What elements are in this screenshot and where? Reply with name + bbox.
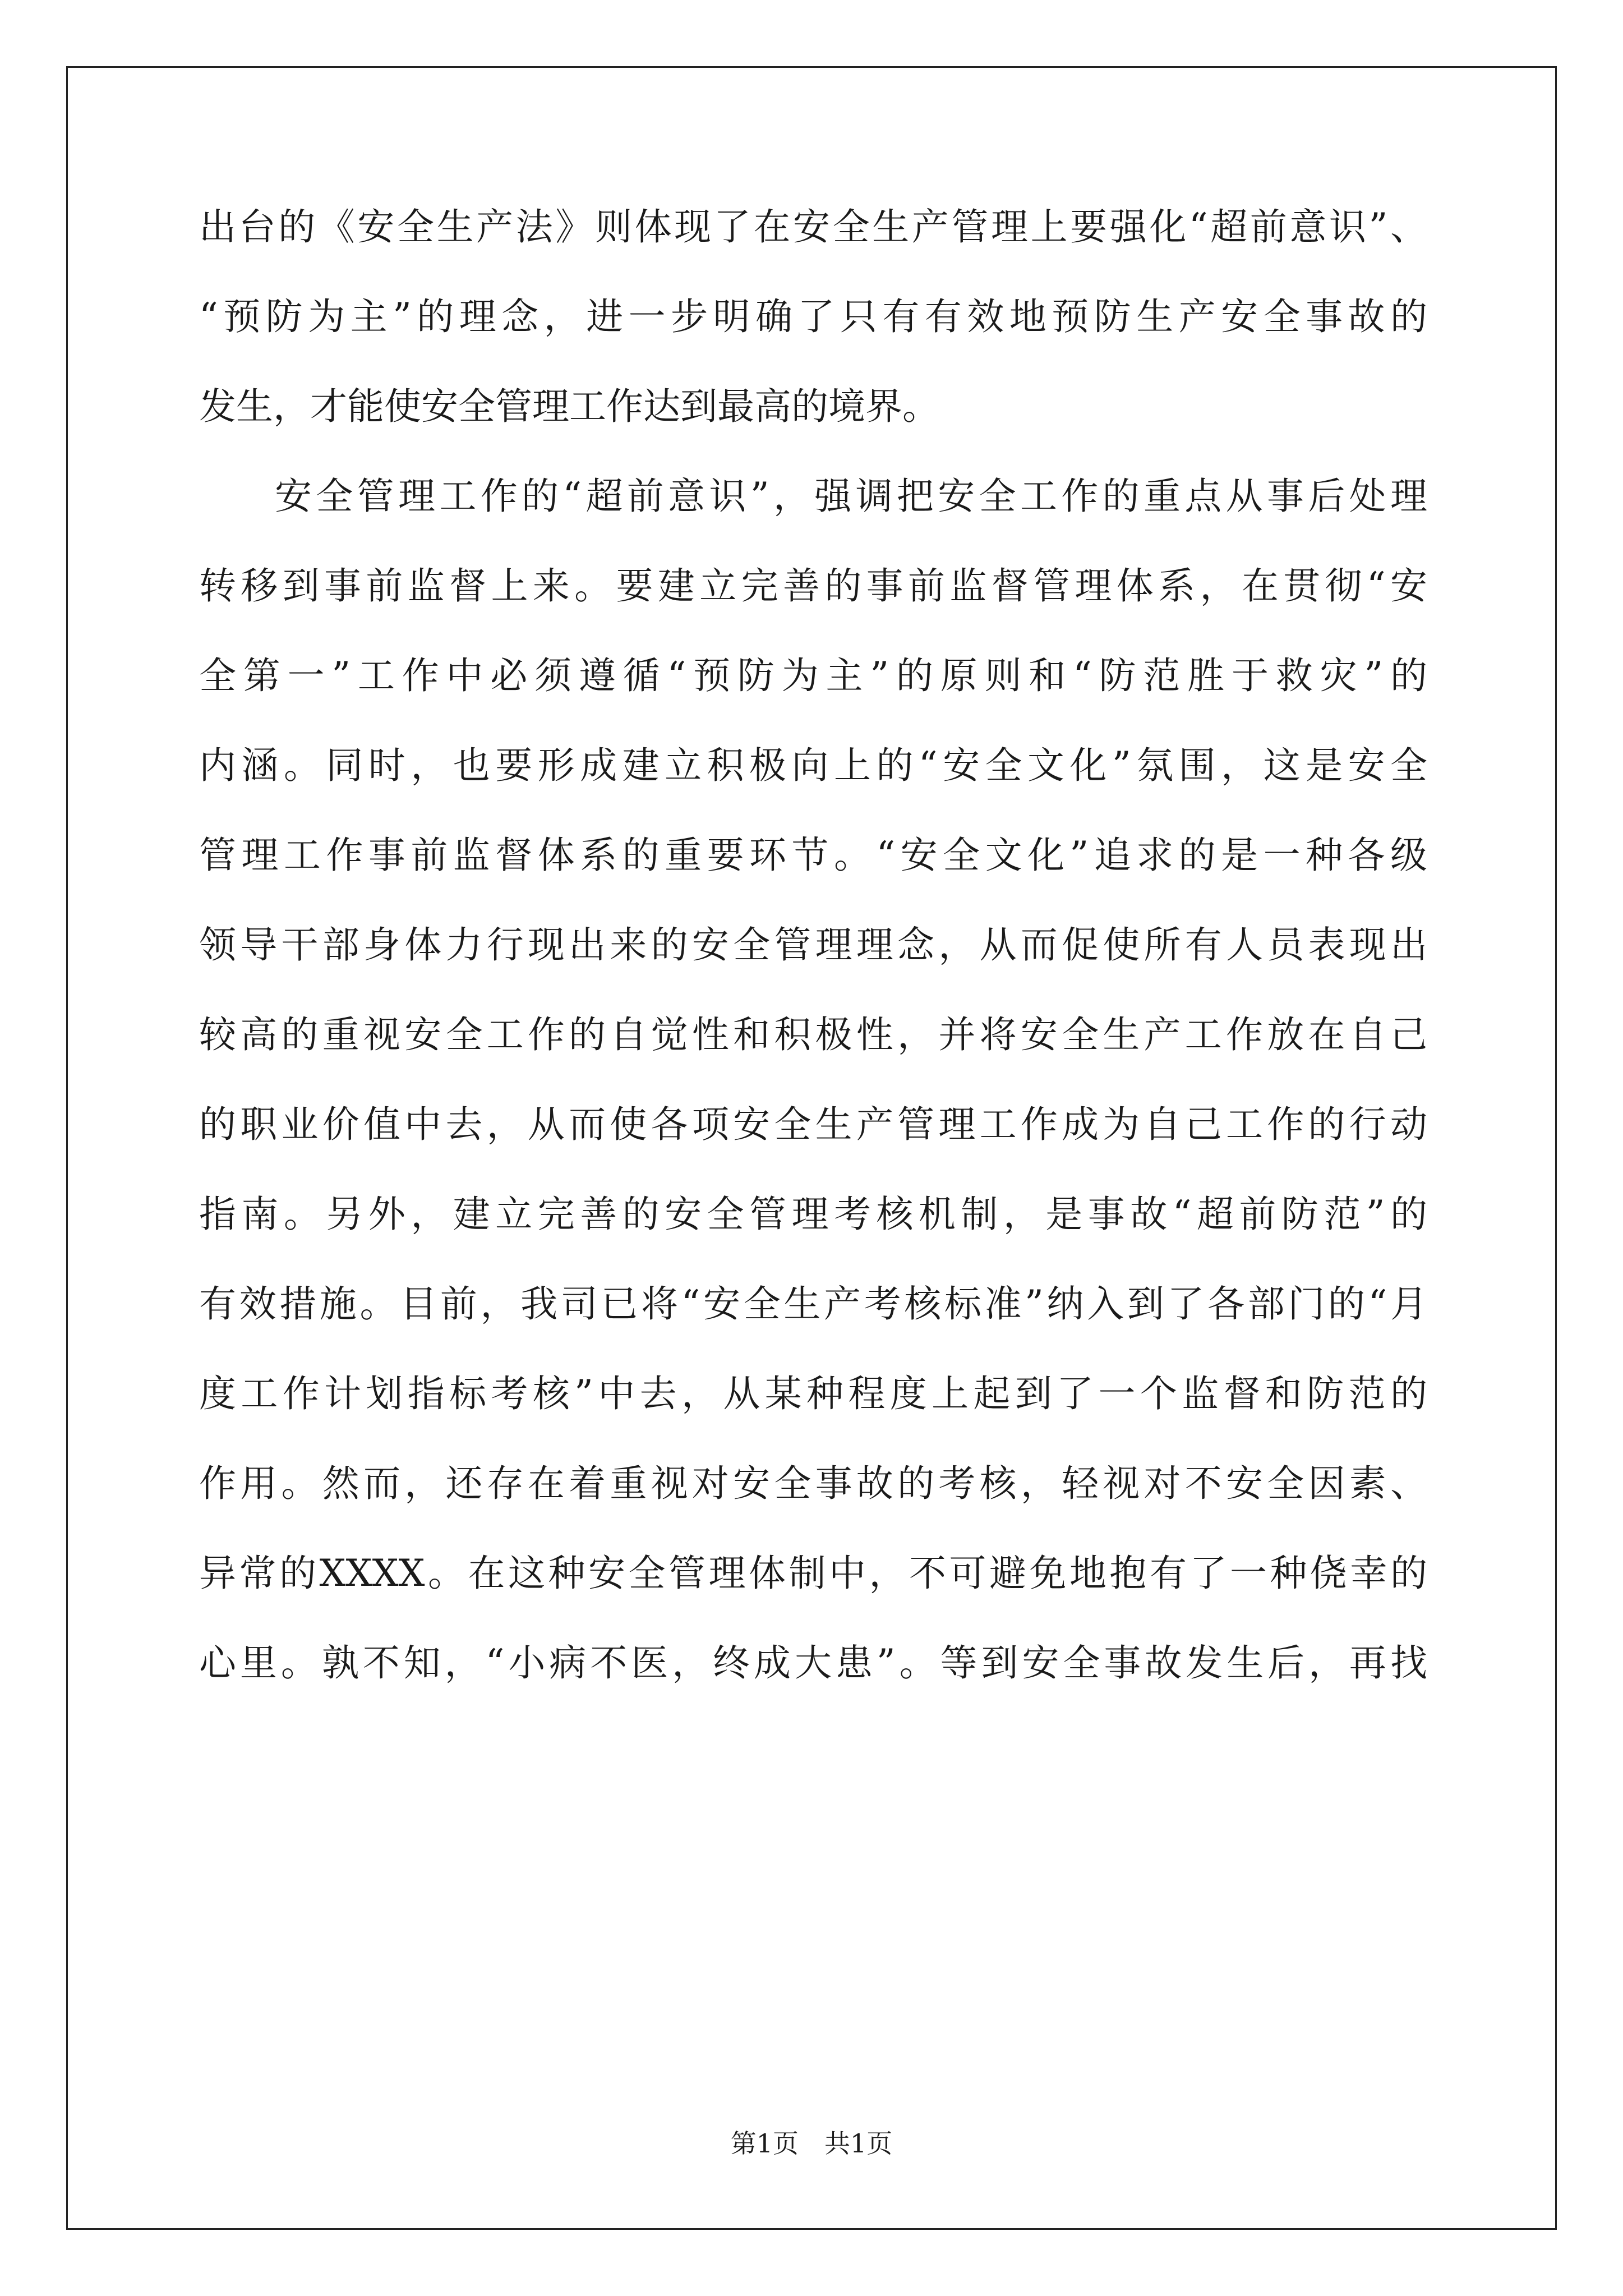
- text-line: 内涵。同时，也要形成建立积极向上的“安全文化”氛围，这是安全: [199, 744, 1427, 787]
- text-line: 作用。然而，还存在着重视对安全事故的考核，轻视对不安全因素、: [199, 1462, 1427, 1505]
- page-number-footer: 第1页 共1页: [730, 2128, 893, 2159]
- text-line: 全第一”工作中必须遵循“预防为主”的原则和“防范胜于救灾”的: [199, 654, 1427, 697]
- text-line: 的职业价值中去，从而使各项安全生产管理工作成为自己工作的行动: [199, 1103, 1427, 1146]
- text-line: 有效措施。目前，我司已将“安全生产考核标准”纳入到了各部门的“月: [199, 1282, 1427, 1326]
- paragraph-first-line: 安全管理工作的“超前意识”，强调把安全工作的重点从事后处理: [275, 475, 1427, 518]
- text-line: 异常的XXXX。在这种安全管理体制中，不可避免地抱有了一种侥幸的: [199, 1552, 1427, 1595]
- text-line: 领导干部身体力行现出来的安全管理理念，从而促使所有人员表现出: [199, 923, 1427, 967]
- text-line: 出台的《安全生产法》则体现了在安全生产管理上要强化“超前意识”、: [199, 205, 1427, 249]
- text-line: 较高的重视安全工作的自觉性和积极性，并将安全生产工作放在自己: [199, 1013, 1427, 1056]
- text-line: 心里。孰不知，“小病不医，终成大患”。等到安全事故发生后，再找: [199, 1641, 1427, 1685]
- text-line: 管理工作事前监督体系的重要环节。“安全文化”追求的是一种各级: [199, 834, 1427, 877]
- text-line: “预防为主”的理念，进一步明确了只有有效地预防生产安全事故的: [199, 295, 1427, 338]
- text-line: 度工作计划指标考核”中去，从某种程度上起到了一个监督和防范的: [199, 1372, 1427, 1415]
- text-line: 发生，才能使安全管理工作达到最高的境界。: [199, 385, 939, 428]
- text-line: 指南。另外，建立完善的安全管理考核机制，是事故“超前防范”的: [199, 1193, 1427, 1236]
- text-line: 转移到事前监督上来。要建立完善的事前监督管理体系，在贯彻“安: [199, 564, 1427, 608]
